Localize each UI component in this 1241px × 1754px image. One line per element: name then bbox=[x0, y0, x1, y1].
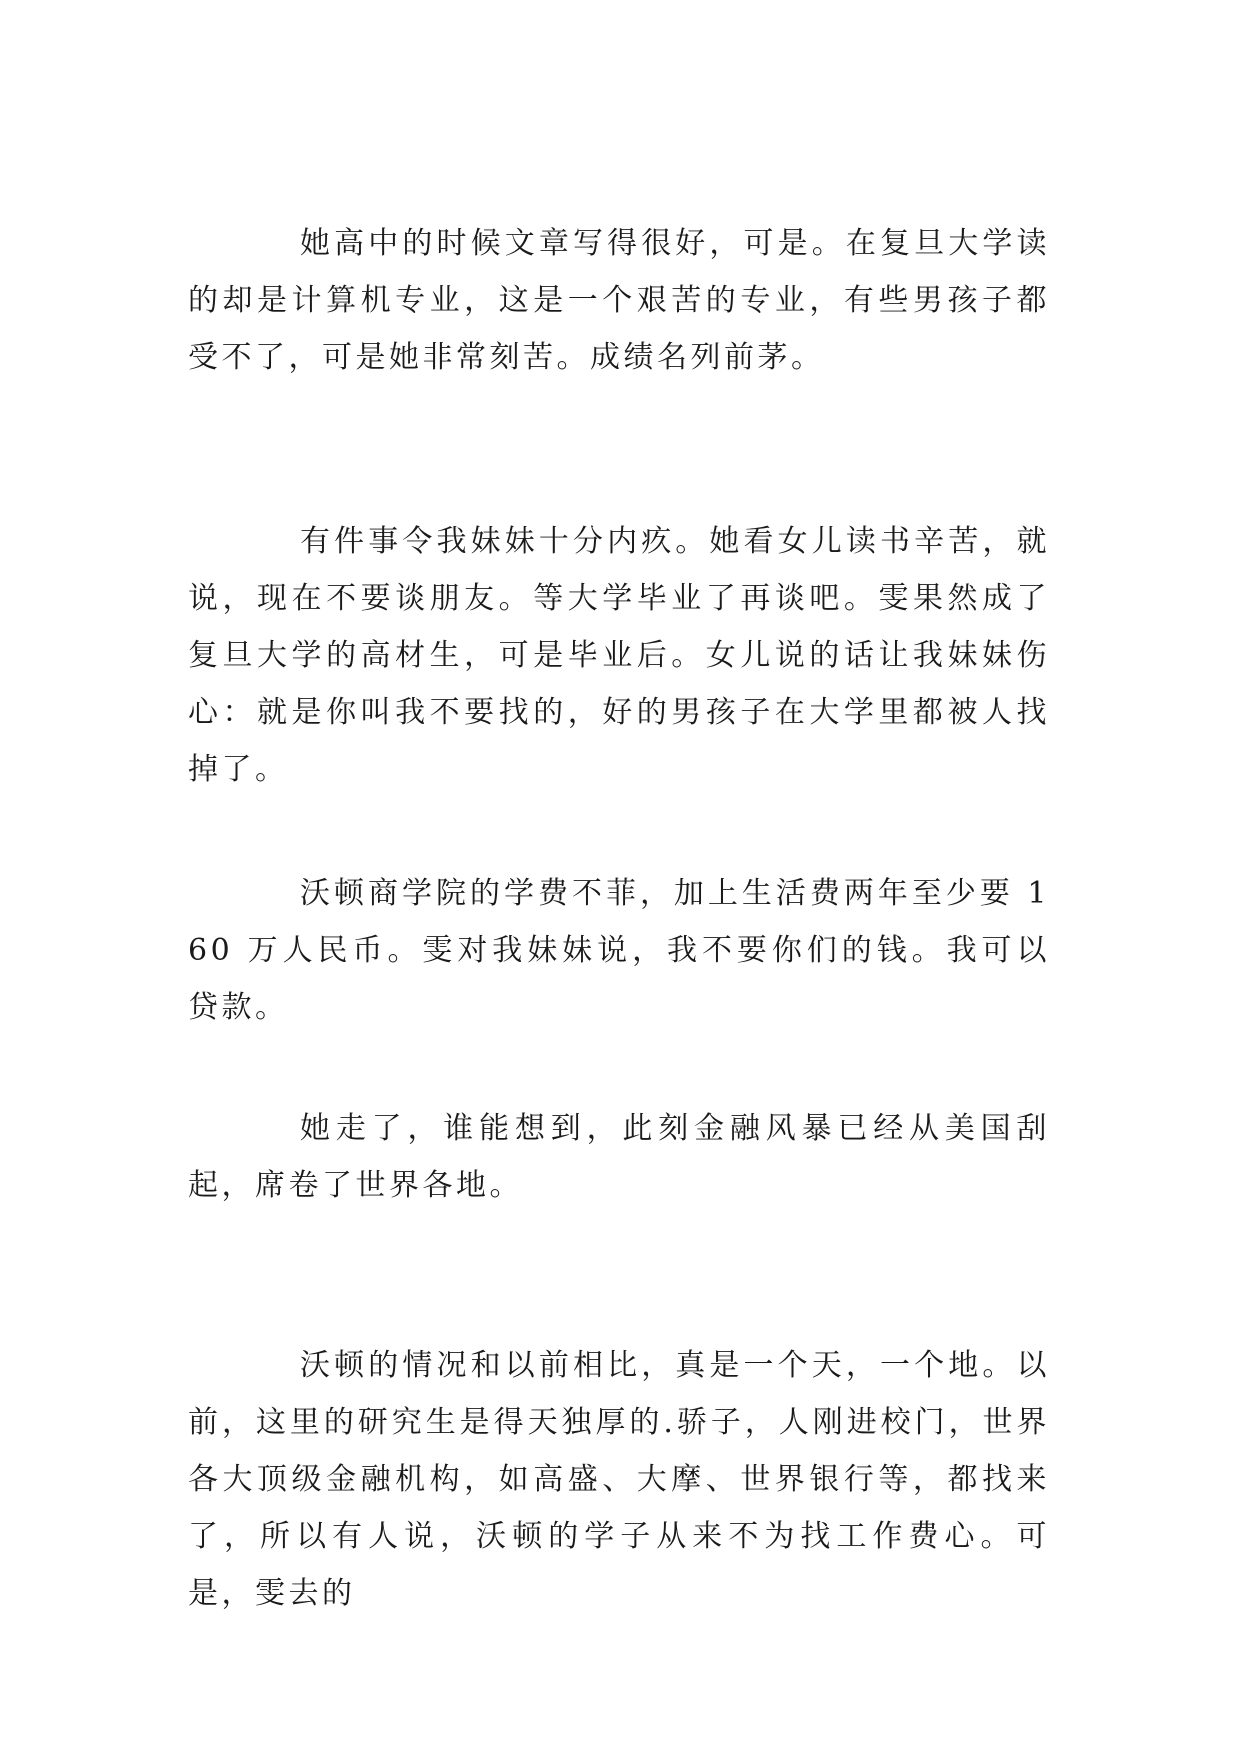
paragraph-1: 她高中的时候文章写得很好，可是。在复旦大学读的却是计算机专业，这是一个艰苦的专业，有些男孩子都受不了，可是她非常刻苦。成绩名列前茅。 bbox=[188, 226, 1050, 375]
paragraph-3: 沃顿商学院的学费不菲，加上生活费两年至少要 160 万人民币。雯对我妹妹说，我不要你们的钱。我可以贷款。 bbox=[188, 876, 1050, 1025]
paragraph-5: 沃顿的情况和以前相比，真是一个天，一个地。以前，这里的研究生是得天独厚的.骄子，人刚进校门，世界各大顶级金融机构，如高盛、大摩、世界银行等，都找来了，所以有人说，沃顿的学子从来不为找工作费心。可是，雯去的 bbox=[188, 1348, 1050, 1611]
paragraph-2: 有件事令我妹妹十分内疚。她看女儿读书辛苦，就说，现在不要谈朋友。等大学毕业了再谈吧。雯果然成了复旦大学的高材生，可是毕业后。女儿说的话让我妹妹伤心：就是你叫我不要找的，好的男孩子在大学里都被人找掉了。 bbox=[188, 524, 1050, 787]
paragraph-4: 她走了，谁能想到，此刻金融风暴已经从美国刮起，席卷了世界各地。 bbox=[188, 1111, 1050, 1203]
